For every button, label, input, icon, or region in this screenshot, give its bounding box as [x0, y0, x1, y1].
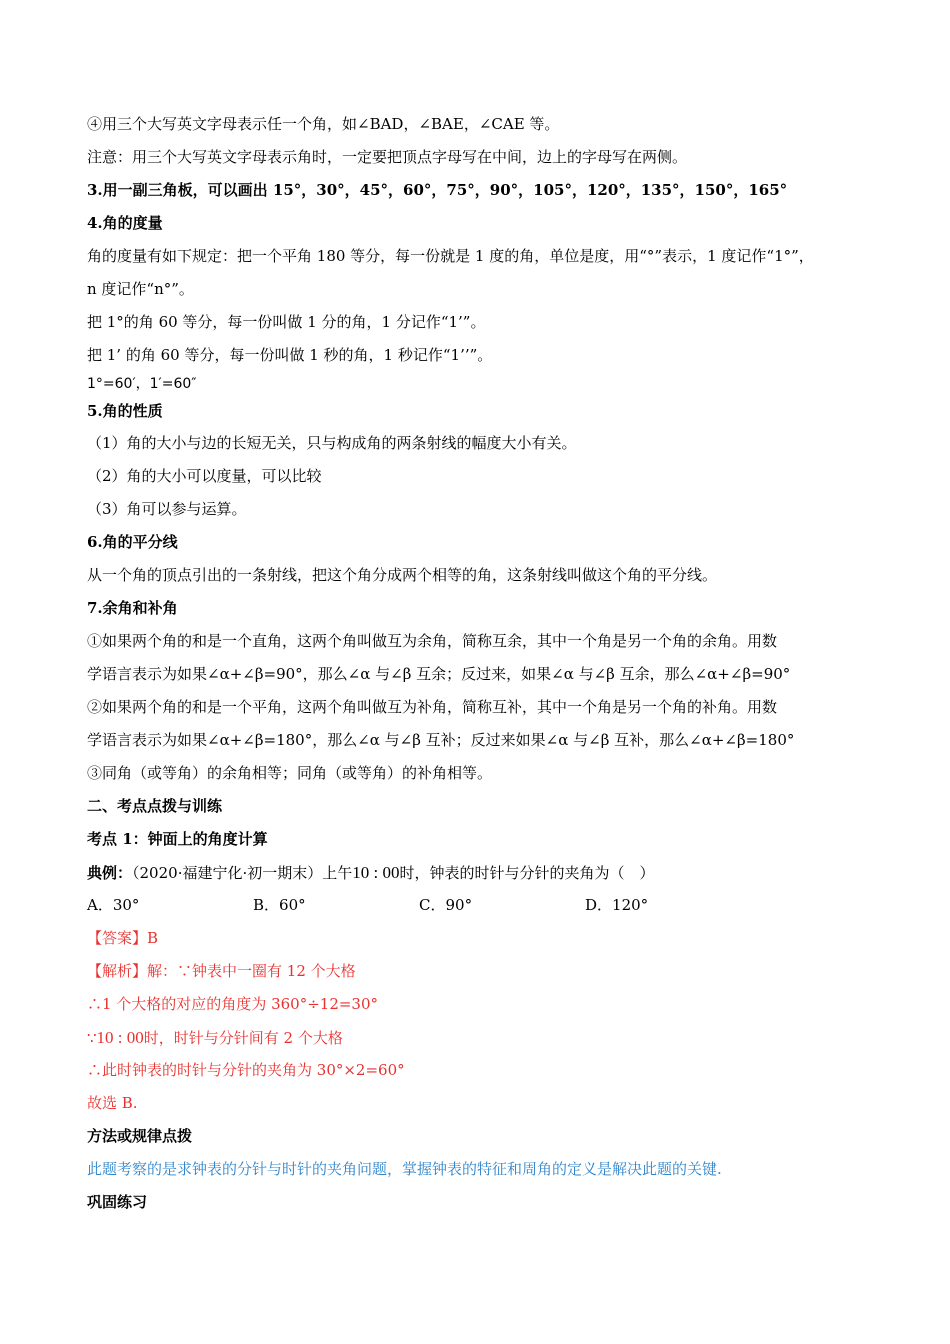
- text-line: 学语言表示为如果∠α+∠β=180°，那么∠α 与∠β 互补；反过来如果∠α 与∠β 互补，那么∠α+∠β=180°: [87, 731, 795, 749]
- option-b: B．60°: [253, 896, 306, 914]
- option-d: D．120°: [585, 896, 649, 914]
- text-line: ③同角（或等角）的余角相等；同角（或等角）的补角相等。: [87, 764, 493, 782]
- section-heading: 4.角的度量: [87, 214, 163, 232]
- example-source: （2020·福建宁化·初一期末）上午: [132, 864, 353, 882]
- text-line: 把 1°的角 60 等分，每一份叫做 1 分的角，1 分记作“1’”。: [87, 313, 486, 331]
- option-c: C．90°: [419, 896, 473, 914]
- section-heading: 6.角的平分线: [87, 533, 178, 551]
- text-line: （3）角可以参与运算。: [87, 500, 247, 518]
- time-value: 10 : 00: [352, 863, 400, 882]
- section-heading: 方法或规律点拨: [87, 1127, 193, 1145]
- text-line: 角的度量有如下规定：把一个平角 180 等分，每一份就是 1 度的角，单位是度，用“°”表示，1 度记作“1°”，: [87, 247, 814, 265]
- text-line: ②如果两个角的和是一个平角，这两个角叫做互为补角，简称互补，其中一个角是另一个角的补角。用数: [87, 698, 778, 716]
- section-heading: 3.用一副三角板，可以画出 15°，30°，45°，60°，75°，90°，105°，120°，135°，150°，165°: [87, 181, 788, 199]
- section-heading: 7.余角和补角: [87, 599, 178, 617]
- method-note: 此题考察的是求钟表的分针与时针的夹角问题，掌握钟表的特征和周角的定义是解决此题的关键.: [87, 1160, 722, 1178]
- example-question: [87, 856, 887, 889]
- document-body: [87, 108, 887, 1219]
- section-heading: 5.角的性质: [87, 402, 163, 420]
- because-symbol: ∵: [87, 1029, 97, 1047]
- example-label: 典例：: [87, 864, 133, 882]
- answer-line: 【答案】B: [87, 929, 159, 947]
- text-line: （2）角的大小可以度量，可以比较: [87, 467, 322, 485]
- text-line: ①如果两个角的和是一个直角，这两个角叫做互为余角，简称互余，其中一个角是另一个角的余角。用数: [87, 632, 778, 650]
- section-heading: 二、考点点拨与训练: [87, 797, 223, 815]
- text-line: 学语言表示为如果∠α+∠β=90°，那么∠α 与∠β 互余；反过来，如果∠α 与∠β 互余，那么∠α+∠β=90°: [87, 665, 791, 683]
- section-heading: 考点 1：钟面上的角度计算: [87, 830, 268, 848]
- formula-line: 1°=60′，1′=60″: [87, 376, 197, 392]
- analysis-line: ∴1 个大格的对应的角度为 360°÷12=30°: [87, 995, 379, 1013]
- text-line: n 度记作“n°”。: [87, 280, 194, 298]
- section-heading: 巩固练习: [87, 1193, 148, 1211]
- analysis-line: [87, 1021, 887, 1054]
- answer-options: [87, 889, 887, 922]
- text-line: 注意：用三个大写英文字母表示角时，一定要把顶点字母写在中间，边上的字母写在两侧。: [87, 148, 688, 166]
- analysis-line: ∴此时钟表的时针与分针的夹角为 30°×2=60°: [87, 1061, 405, 1079]
- time-value: 10 : 00: [96, 1028, 144, 1047]
- text-line: 把 1’ 的角 60 等分，每一份叫做 1 秒的角，1 秒记作“1’’”。: [87, 346, 493, 364]
- text-line: （1）角的大小与边的长短无关，只与构成角的两条射线的幅度大小有关。: [87, 434, 577, 452]
- option-a: A．30°: [87, 896, 140, 914]
- conclusion-line: 故选 B.: [87, 1094, 138, 1112]
- text-line: 从一个角的顶点引出的一条射线，把这个角分成两个相等的角，这条射线叫做这个角的平分线。: [87, 566, 718, 584]
- text-line: ④用三个大写英文字母表示任一个角，如∠BAD，∠BAE，∠CAE 等。: [87, 115, 560, 133]
- analysis-line: 【解析】解：∵钟表中一圈有 12 个大格: [87, 962, 356, 980]
- analysis-text: 时，时针与分针间有 2 个大格: [143, 1029, 343, 1047]
- example-prompt: 时，钟表的时针与分针的夹角为（ ）: [399, 864, 655, 882]
